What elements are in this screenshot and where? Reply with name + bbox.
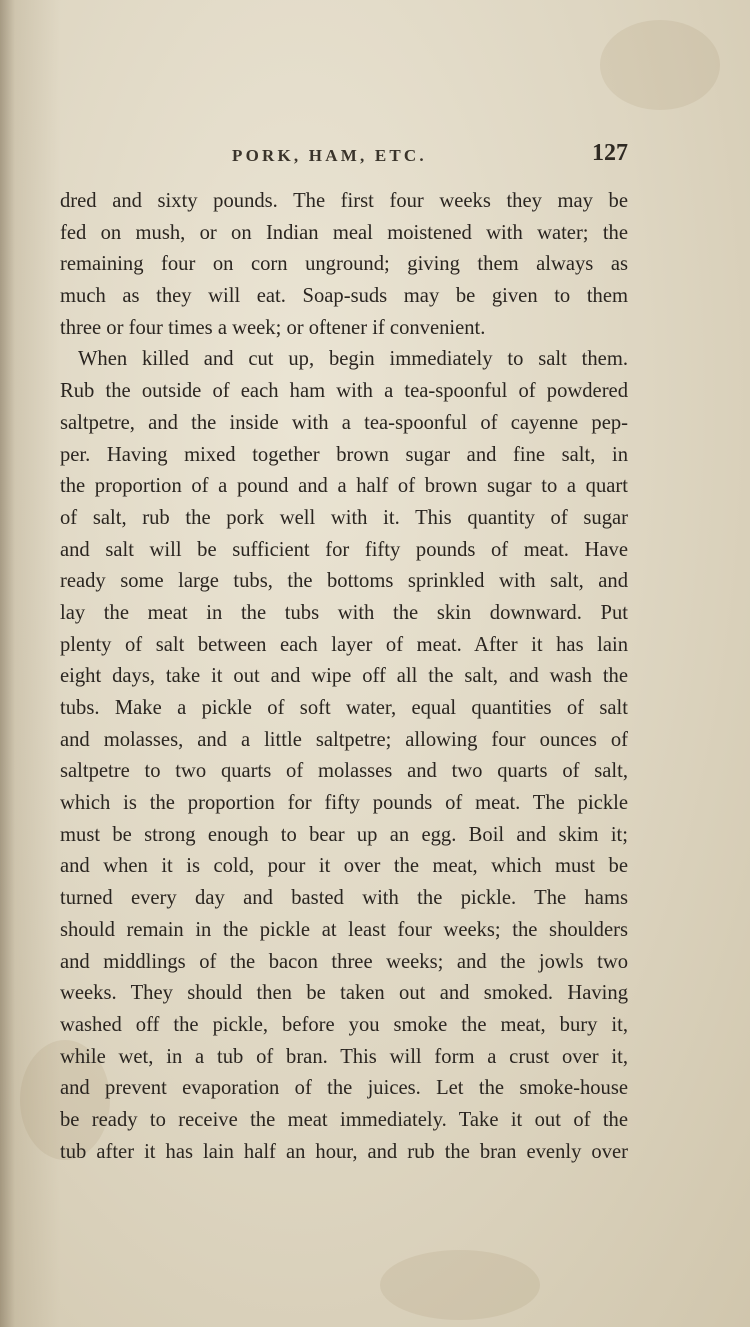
text-line: weeks. They should then be taken out and smoked. Having: [60, 982, 628, 1005]
text-line: three or four times a week; or oftener if convenient.: [60, 316, 486, 339]
text-line: and molasses, and a little saltpetre; allowing four ounces of: [60, 728, 628, 751]
page-header: [60, 140, 628, 170]
text-line: much as they will eat. Soap-suds may be given to them: [60, 285, 628, 308]
text-line: washed off the pickle, before you smoke the meat, bury it,: [60, 1013, 628, 1036]
text-line: lay the meat in the tubs with the skin downward. Put: [60, 601, 628, 624]
text-line: dred and sixty pounds. The first four weeks they may be: [60, 190, 628, 212]
text-line: while wet, in a tub of bran. This will form a crust over it,: [60, 1045, 628, 1068]
text-line: ready some large tubs, the bottoms sprinkled with salt, and: [60, 570, 628, 593]
text-line: When killed and cut up, begin immediately to salt them.: [78, 348, 628, 371]
text-line: which is the proportion for fifty pounds of meat. The pickle: [60, 792, 628, 815]
age-stain: [600, 20, 720, 110]
text-line: must be strong enough to bear up an egg. Boil and skim it;: [60, 823, 628, 846]
text-line: tubs. Make a pickle of soft water, equal quantities of salt: [60, 697, 628, 719]
text-line: plenty of salt between each layer of meat. After it has lain: [60, 633, 628, 656]
text-line: per. Having mixed together brown sugar and fine salt, in: [60, 443, 628, 466]
text-line: turned every day and basted with the pickle. The hams: [60, 887, 628, 910]
text-line: and middlings of the bacon three weeks; and the jowls two: [60, 950, 628, 973]
text-line: fed on mush, or on Indian meal moistened with water; the: [60, 221, 628, 244]
text-line: of salt, rub the pork well with it. This quantity of sugar: [60, 506, 628, 529]
text-line: the proportion of a pound and a half of brown sugar to a quart: [60, 475, 628, 498]
page-number: 127: [592, 140, 628, 166]
text-line: eight days, take it out and wipe off all the salt, and wash the: [60, 665, 628, 688]
text-line: saltpetre to two quarts of molasses and two quarts of salt,: [60, 760, 628, 783]
text-line: tub after it has lain half an hour, and rub the bran evenly over: [60, 1140, 628, 1163]
text-line: and prevent evaporation of the juices. Let the smoke-house: [60, 1077, 628, 1100]
text-line: and salt will be sufficient for fifty pounds of meat. Have: [60, 538, 628, 561]
running-head: PORK, HAM, ETC.: [232, 146, 427, 165]
text-line: Rub the outside of each ham with a tea-spoonful of powdered: [60, 380, 628, 403]
age-stain: [380, 1250, 540, 1320]
text-line: and when it is cold, pour it over the meat, which must be: [60, 855, 628, 878]
text-line: remaining four on corn unground; giving them always as: [60, 253, 628, 276]
text-line: saltpetre, and the inside with a tea-spoonful of cayenne pep-: [60, 411, 628, 434]
text-line: be ready to receive the meat immediately. Take it out of the: [60, 1108, 628, 1131]
text-line: should remain in the pickle at least four weeks; the shoulders: [60, 918, 628, 941]
body-text: [60, 186, 628, 1168]
